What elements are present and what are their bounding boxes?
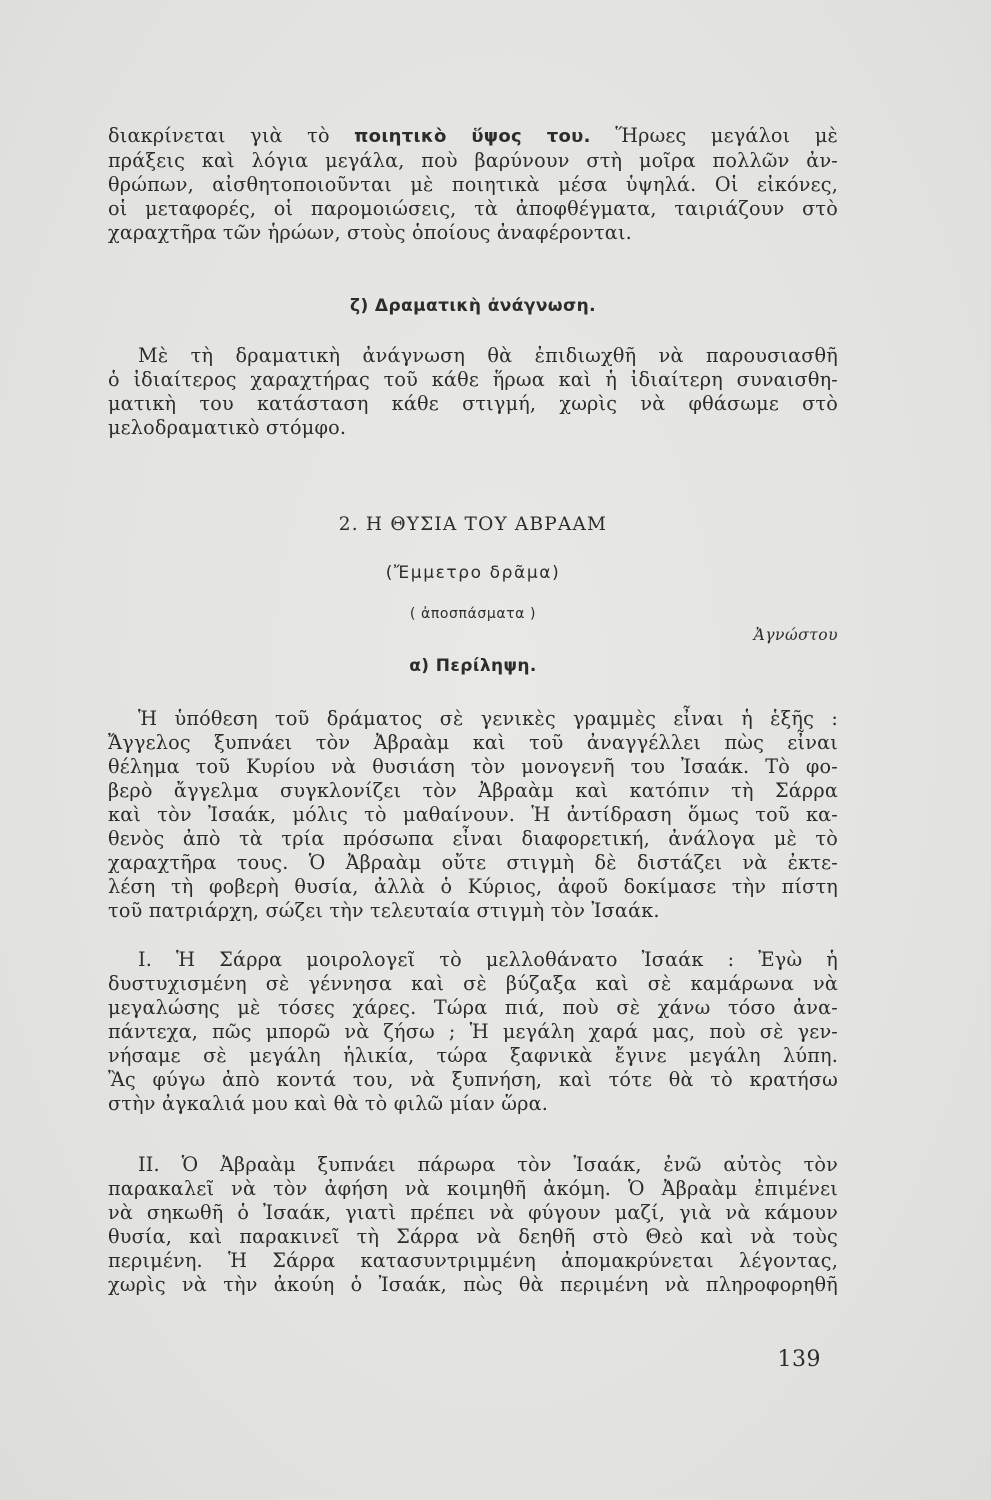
text-line: I. Ἡ Σάρρα μοιρολογεῖ τὸ μελλοθάνατο Ἰσαάκ : Ἐγὼ ἡ — [138, 948, 838, 971]
text-line: Ἡ ὑπόθεση τοῦ δράματος σὲ γενικὲς γραμμὲς εἶναι ἡ ἑξῆς : — [138, 707, 838, 730]
text-line: θρώπων, αἰσθητοποιοῦνται μὲ ποιητικὰ μέσα ὑψηλά. Οἱ εἰκόνες, — [108, 173, 838, 196]
work-genre: (Ἔμμετρο δρᾶμα) — [385, 563, 561, 583]
emphasis-text: ποιητικὸ ὕψος του. — [354, 126, 591, 147]
text-line: νήσαμε σὲ μεγάλη ἡλικία, τώρα ξαφνικὰ ἔγινε μεγάλη λύπη. — [108, 1044, 838, 1067]
text-line: τοῦ πατριάρχη, σώζει τὴν τελευταία στιγμὴ τὸν Ἰσαάκ. — [108, 899, 660, 922]
text-line — [108, 124, 838, 149]
text-line: Μὲ τὴ δραματικὴ ἀνάγνωση θὰ ἐπιδιωχθῆ νὰ παρουσιασθῆ — [138, 344, 838, 367]
dramatic-reading-paragraph — [108, 344, 838, 440]
text-line: θέλημα τοῦ Κυρίου νὰ θυσιάση τὸν μονογενῆ του Ἰσαάκ. Τὸ φο- — [108, 755, 838, 778]
text-segment: Ἥρωες μεγάλοι μὲ — [590, 124, 838, 147]
work-title: 2. Η ΘΥΣΙΑ ΤΟΥ ΑΒΡΑΑΜ — [338, 514, 608, 535]
text-line: στὴν ἀγκαλιά μου καὶ θὰ τὸ φιλῶ μίαν ὥρα. — [108, 1092, 549, 1115]
text-line: οἱ μεταφορές, οἱ παρομοιώσεις, τὰ ἀποφθέγματα, ταιριάζουν στὸ — [108, 197, 838, 220]
summary-heading: α) Περίληψη. — [409, 656, 537, 676]
part-one-paragraph — [108, 948, 838, 1116]
text-line: δυστυχισμένη σὲ γέννησα καὶ σὲ βύζαξα καὶ σὲ καμάρωνα νὰ — [108, 972, 838, 995]
intro-paragraph — [108, 124, 838, 245]
part-two-paragraph — [108, 1153, 838, 1297]
text-line: βερὸ ἄγγελμα συγκλονίζει τὸν Ἀβραὰμ καὶ κατόπιν τὴ Σάρρα — [108, 779, 838, 802]
text-line: II. Ὁ Ἀβραὰμ ξυπνάει πάρωρα τὸν Ἰσαάκ, ἐνῶ αὐτὸς τὸν — [138, 1153, 838, 1176]
text-line: καὶ τὸν Ἰσαάκ, μόλις τὸ μαθαίνουν. Ἡ ἀντίδραση ὅμως τοῦ κα- — [108, 803, 838, 826]
text-segment: διακρίνεται γιὰ τὸ — [108, 124, 355, 147]
text-line: λέση τὴ φοβερὴ θυσία, ἀλλὰ ὁ Κύριος, ἀφοῦ δοκίμασε τὴν πίστη — [108, 875, 838, 898]
text-line: παρακαλεῖ νὰ τὸν ἀφήση νὰ κοιμηθῆ ἀκόμη. Ὁ Ἀβραὰμ ἐπιμένει — [108, 1177, 838, 1200]
text-line: ματικὴ του κατάσταση κάθε στιγμή, χωρὶς νὰ φθάσωμε στὸ — [108, 392, 838, 415]
text-line: ὁ ἰδιαίτερος χαραχτήρας τοῦ κάθε ἥρωα καὶ ἡ ἰδιαίτερη συναισθη- — [108, 368, 838, 391]
text-line: μελοδραματικὸ στόμφο. — [108, 416, 347, 439]
text-line: χωρὶς νὰ τὴν ἀκούη ὁ Ἰσαάκ, πὼς θὰ περιμένη νὰ πληροφορηθῆ — [108, 1273, 838, 1296]
text-line: θυσία, καὶ παρακινεῖ τὴ Σάρρα νὰ δεηθῆ στὸ Θεὸ καὶ νὰ τοὺς — [108, 1225, 838, 1248]
text-line: μεγαλώσης μὲ τόσες χάρες. Τώρα πιά, ποὺ σὲ χάνω τόσο ἀνα- — [108, 996, 838, 1019]
text-line: Ἂς φύγω ἀπὸ κοντά του, νὰ ξυπνήση, καὶ τότε θὰ τὸ κρατήσω — [108, 1068, 838, 1091]
text-line: πράξεις καὶ λόγια μεγάλα, ποὺ βαρύνουν στὴ μοῖρα πολλῶν ἀν- — [108, 149, 838, 172]
text-line: περιμένη. Ἡ Σάρρα κατασυντριμμένη ἀπομακρύνεται λέγοντας, — [108, 1249, 838, 1272]
author-attribution: Ἀγνώστου — [753, 626, 838, 644]
text-line: θενὸς ἀπὸ τὰ τρία πρόσωπα εἶναι διαφορετική, ἀνάλογα μὲ τὸ — [108, 827, 838, 850]
text-line: νὰ σηκωθῆ ὁ Ἰσαάκ, γιατὶ πρέπει νὰ φύγουν μαζί, γιὰ νὰ κάμουν — [108, 1201, 838, 1224]
page-number: 139 — [777, 1347, 821, 1372]
text-line: χαραχτῆρα τους. Ὁ Ἀβραὰμ οὔτε στιγμὴ δὲ διστάζει νὰ ἐκτε- — [108, 851, 838, 874]
text-line: χαραχτῆρα τῶν ἡρώων, στοὺς ὁποίους ἀναφέρονται. — [108, 221, 632, 244]
excerpts-label: ( ἀποσπάσματα ) — [409, 606, 537, 622]
text-line: Ἄγγελος ξυπνάει τὸν Ἀβραὰμ καὶ τοῦ ἀναγγέλλει πὼς εἶναι — [108, 731, 838, 754]
section-heading: ζ) Δραματικὴ ἀνάγνωση. — [350, 296, 596, 316]
text-line: πάντεχα, πῶς μπορῶ νὰ ζήσω ; Ἡ μεγάλη χαρά μας, ποὺ σὲ γεν- — [108, 1020, 838, 1043]
summary-paragraph — [108, 707, 838, 923]
